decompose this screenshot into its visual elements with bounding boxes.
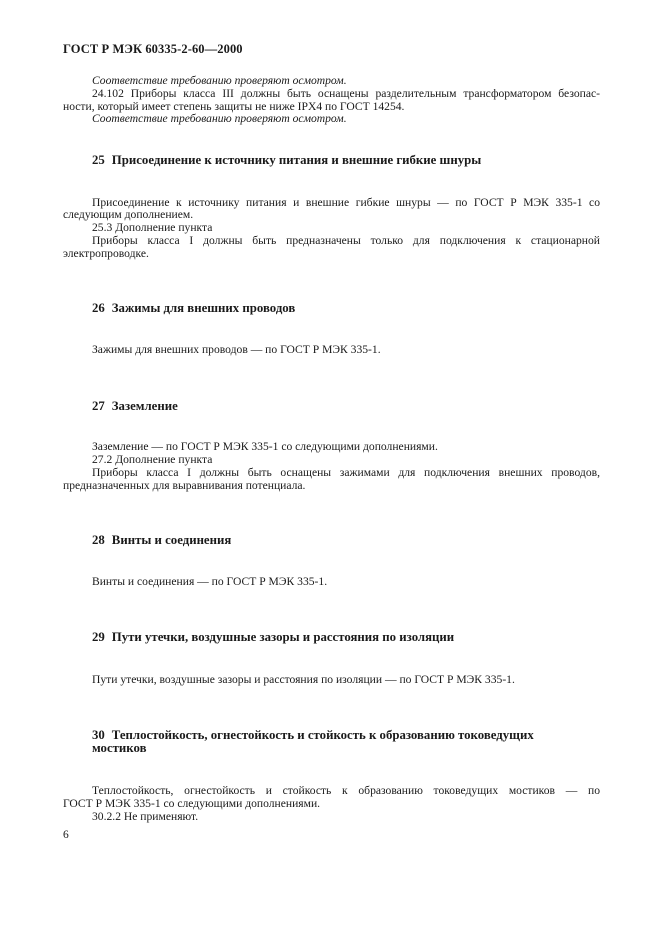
paragraph-line: Теплостойкость, огнестойкость и стойкость к образованию токоведущих мостиков — по <box>92 784 600 797</box>
paragraph-line: Зажимы для внешних проводов — по ГОСТ Р МЭК 335-1. <box>92 343 381 356</box>
section-heading-30 <box>92 728 534 742</box>
clause-27-2: 27.2 Дополнение пункта <box>92 453 213 466</box>
paragraph-line: Пути утечки, воздушные зазоры и расстояния по изоляции — по ГОСТ Р МЭК 335-1. <box>92 673 515 686</box>
paragraph-line: Приборы класса I должны быть предназначены только для подключения к стационарной <box>92 234 600 247</box>
page-number: 6 <box>63 829 69 841</box>
section-number: 28 <box>92 533 105 547</box>
paragraph-line: Приборы класса I должны быть оснащены зажимами для подключения внешних проводов, <box>92 466 600 479</box>
section-title: Винты и соединения <box>111 533 232 547</box>
paragraph-line: ГОСТ Р МЭК 335-1 со следующими дополнениями. <box>63 797 321 810</box>
section-number: 25 <box>92 153 105 167</box>
section-title: Теплостойкость, огнестойкость и стойкость к образованию токоведущих <box>111 728 534 742</box>
compliance-note: Соответствие требованию проверяют осмотром. <box>92 112 347 125</box>
section-title: Зажимы для внешних проводов <box>111 301 296 315</box>
clause-25-3: 25.3 Дополнение пункта <box>92 221 213 234</box>
clause-30-2-2: 30.2.2 Не применяют. <box>92 810 199 823</box>
section-heading-28 <box>92 533 231 547</box>
compliance-note: Соответствие требованию проверяют осмотром. <box>92 74 347 87</box>
section-title: Пути утечки, воздушные зазоры и расстояния по изоляции <box>111 630 455 644</box>
section-number: 26 <box>92 301 105 315</box>
section-title-continuation: мостиков <box>92 741 147 755</box>
section-number: 29 <box>92 630 105 644</box>
paragraph-line: предназначенных для выравнивания потенциала. <box>63 479 306 492</box>
section-number: 30 <box>92 728 105 742</box>
paragraph-line: Присоединение к источнику питания и внешние гибкие шнуры — по ГОСТ Р МЭК 335-1 со <box>92 196 600 209</box>
clause-24-102-line2: ности, который имеет степень защиты не ниже IPX4 по ГОСТ 14254. <box>63 100 405 113</box>
section-title: Присоединение к источнику питания и внешние гибкие шнуры <box>111 153 482 167</box>
paragraph-line: Заземление — по ГОСТ Р МЭК 335-1 со следующими дополнениями. <box>92 440 438 453</box>
paragraph-line: Винты и соединения — по ГОСТ Р МЭК 335-1. <box>92 575 328 588</box>
section-heading-27 <box>92 399 178 413</box>
paragraph-line: следующим дополнением. <box>63 208 194 221</box>
document-header: ГОСТ Р МЭК 60335-2-60—2000 <box>63 42 243 56</box>
clause-24-102-line1: 24.102 Приборы класса III должны быть оснащены разделительным трансформатором безопас- <box>92 87 600 100</box>
paragraph-line: электропроводке. <box>63 247 149 260</box>
section-heading-29 <box>92 630 454 644</box>
section-title: Заземление <box>111 399 178 413</box>
section-heading-25 <box>92 153 481 167</box>
section-number: 27 <box>92 399 105 413</box>
section-heading-26 <box>92 301 295 315</box>
